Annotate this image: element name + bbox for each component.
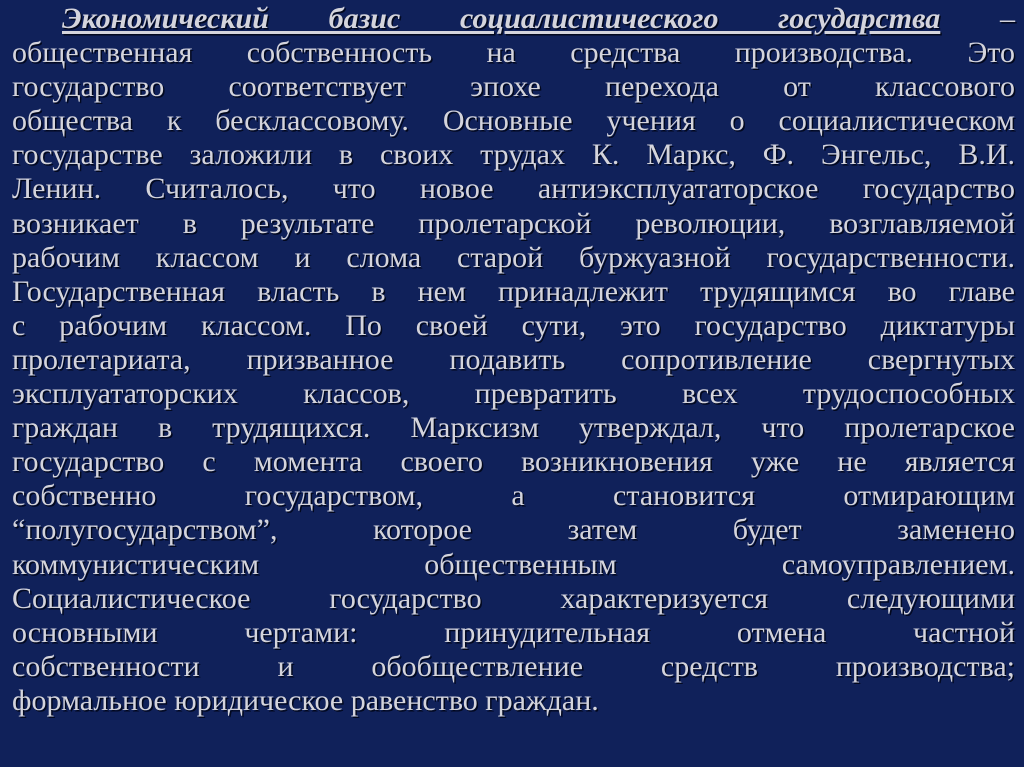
text-line: возникает в результате пролетарской революции, возглавляемой	[12, 206, 1015, 240]
text-line: собственности и обобществление средств производства;	[12, 649, 1015, 683]
text-line: формальное юридическое равенство граждан.	[12, 683, 599, 717]
text-line: собственно государством, а становится отмирающим	[12, 479, 1015, 513]
text-line: основными чертами: принудительная отмена частной	[12, 615, 1015, 649]
text-line: Ленин. Считалось, что новое антиэксплуататорское государство	[12, 172, 1015, 206]
text-line: пролетариата, призванное подавить сопротивление свергнутых	[12, 342, 1015, 376]
text-line: с рабочим классом. По своей сути, это государство диктатуры	[12, 308, 1015, 342]
text-line: эксплуататорских классов, превратить всех трудоспособных	[12, 377, 1015, 411]
text-line: государстве заложили в своих трудах К. Маркс, Ф. Энгельс, В.И.	[12, 138, 1015, 172]
text-line: Государственная власть в нем принадлежит трудящимся во главе	[12, 274, 1015, 308]
text-line: государство с момента своего возникновения уже не является	[12, 445, 1015, 479]
text-line: Социалистическое государство характеризуется следующими	[12, 581, 1015, 615]
text-line: “полугосударством”, которое затем будет заменено	[12, 513, 1015, 547]
title-term: Экономический базис социалистического государства	[62, 2, 941, 35]
slide-text	[12, 2, 1015, 718]
text-line: рабочим классом и слома старой буржуазной государственности.	[12, 240, 1015, 274]
text-line: государство соответствует эпохе перехода от классового	[12, 70, 1015, 104]
title-line	[12, 2, 1015, 36]
title-dash: –	[940, 2, 1015, 35]
text-line: общественная собственность на средства производства. Это	[12, 36, 1015, 70]
text-line: общества к бесклассовому. Основные учения о социалистическом	[12, 104, 1015, 138]
text-line: граждан в трудящихся. Марксизм утверждал, что пролетарское	[12, 411, 1015, 445]
text-line: коммунистическим общественным самоуправлением.	[12, 547, 1015, 581]
